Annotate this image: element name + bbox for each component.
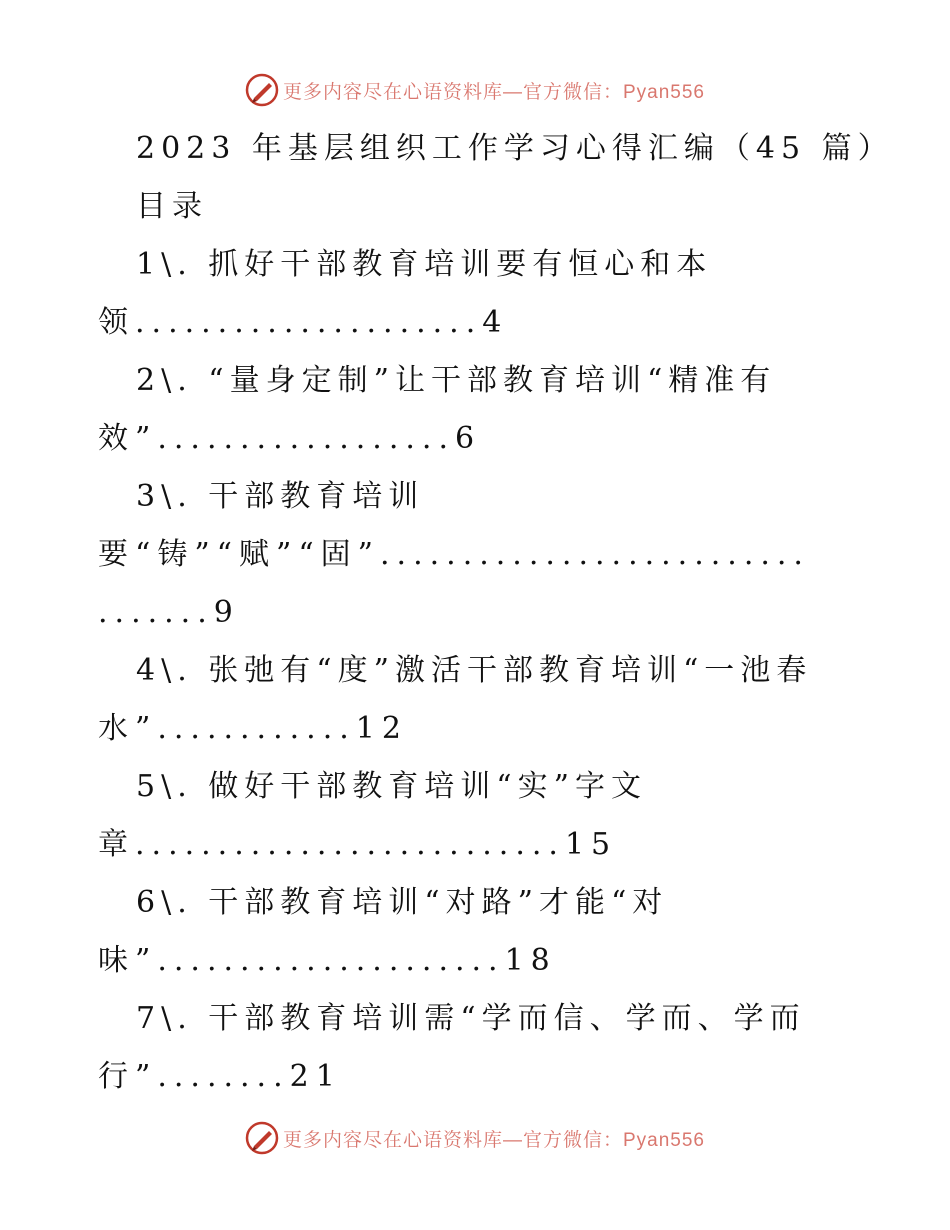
pen-logo-icon	[245, 73, 279, 107]
toc-entry-4-line-2: 水”............12	[98, 711, 408, 746]
watermark-footer	[0, 1118, 950, 1158]
toc-entry-3-line-3: .......9	[98, 595, 240, 630]
toc-entry-1-line-1: 1\. 抓好干部教育培训要有恒心和本	[136, 247, 713, 282]
toc-entry-6-line-1: 6\. 干部教育培训“对路”才能“对	[136, 885, 669, 920]
toc-entry-3-line-2: 要“铸”“赋”“固”..........................	[98, 537, 810, 572]
toc-entry-1-line-2: 领.....................4	[98, 305, 509, 340]
toc-entry-4-line-1: 4\. 张弛有“度”激活干部教育培训“一池春	[136, 653, 813, 688]
toc-entry-7-line-1: 7\. 干部教育培训需“学而信、学而、学而	[136, 1001, 806, 1036]
toc-entry-5-line-2: 章..........................15	[98, 827, 618, 862]
pen-logo-icon	[245, 1121, 279, 1155]
watermark-text: 更多内容尽在心语资料库—官方微信：Pyan556	[282, 1129, 705, 1151]
toc-entry-2-line-1: 2\. “量身定制”让干部教育培训“精准有	[136, 363, 777, 398]
toc-entry-2-line-2: 效”..................6	[98, 421, 482, 456]
toc-heading: 目录	[136, 189, 208, 224]
document-title: 2023 年基层组织工作学习心得汇编（45 篇）	[136, 131, 894, 166]
toc-entry-5-line-1: 5\. 做好干部教育培训“实”字文	[136, 769, 647, 804]
toc-entry-7-line-2: 行”........21	[98, 1059, 342, 1094]
toc-entry-6-line-2: 味”.....................18	[98, 943, 557, 978]
watermark-header	[0, 70, 950, 110]
watermark-text: 更多内容尽在心语资料库—官方微信：Pyan556	[282, 81, 705, 103]
toc-entry-3-line-1: 3\. 干部教育培训	[136, 479, 425, 514]
